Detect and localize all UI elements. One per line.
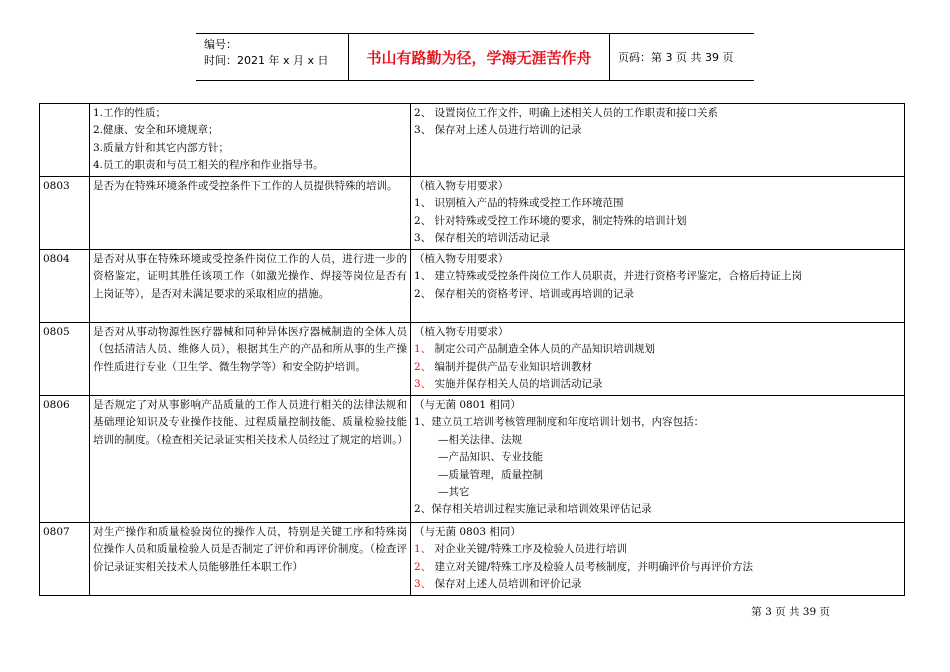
answer-line xyxy=(414,559,901,576)
row-question xyxy=(90,104,411,177)
answer-separator: 、 xyxy=(420,107,432,119)
answer-text: —质量管理，质量控制 xyxy=(438,468,543,481)
answer-text: —其它 xyxy=(438,486,470,499)
answer-separator: 、 xyxy=(420,214,432,227)
row-code: 0803 xyxy=(40,177,90,250)
answer-separator: 、 xyxy=(420,360,432,373)
answer-number: 3 xyxy=(414,232,421,245)
answer-number: 2 xyxy=(414,360,421,373)
table-row xyxy=(40,323,905,396)
question-line: 2.健康、安全和环境规章； xyxy=(93,124,219,137)
page-footer: 第 3 页 共 39 页 xyxy=(751,606,830,618)
answer-text: 实施并保存相关人员的培训活动记录 xyxy=(431,378,603,391)
answer-line xyxy=(414,376,901,393)
page-label: 页码：第 3 页 共 39 页 xyxy=(618,51,734,64)
table-row xyxy=(40,250,905,323)
row-code: 0807 xyxy=(40,523,90,596)
answer-separator: 、 xyxy=(420,416,432,429)
answer-line xyxy=(414,576,901,593)
answer-text: 识别植入产品的特殊或受控工作环境范围 xyxy=(431,197,624,210)
answer-number: 1 xyxy=(414,270,421,283)
question-line: 3.质量方针和其它内部方针； xyxy=(93,141,230,154)
answer-text: （植入物专用要求） xyxy=(414,253,509,265)
motto: 书山有路勤为径，学海无涯苦作舟 xyxy=(348,34,610,80)
answer-line xyxy=(414,541,901,558)
answer-separator: 、 xyxy=(420,578,432,591)
answer-text: 建立特殊或受控条件岗位工作人员职责，并进行资格考评鉴定，合格后持证上岗 xyxy=(431,270,803,283)
answer-text: （与无菌 0803 相同） xyxy=(414,526,521,538)
row-code: 0806 xyxy=(40,396,90,523)
answer-text: 制定公司产品制造全体人员的产品知识培训规划 xyxy=(431,343,656,356)
table-row xyxy=(40,523,905,596)
answer-text: 保存对上述人员进行培训的记录 xyxy=(431,124,582,137)
table-body xyxy=(40,104,905,596)
answer-text: 编制并提供产品专业知识培训教材 xyxy=(431,360,593,373)
answer-number: 3 xyxy=(414,578,421,591)
answer-separator: 、 xyxy=(420,343,432,356)
answer-number: 2 xyxy=(414,287,421,300)
answer-separator: 、 xyxy=(420,124,432,137)
question-line: 1.工作的性质； xyxy=(93,107,167,119)
row-question xyxy=(90,177,411,250)
row-answer xyxy=(411,523,905,596)
answer-separator: 、 xyxy=(420,543,432,556)
answer-text: 对企业关键/特殊工序及检验人员进行培训 xyxy=(431,543,628,556)
question-line: 是否对从事在特殊环境或受控条件岗位工作的人员，进行进一步的资格鉴定，证明其胜任该项工作（如激光操作、焊接等岗位是否有上岗证等），是否对未满足要求的采取相应的措施。 xyxy=(93,253,407,300)
row-question xyxy=(90,523,411,596)
answer-line xyxy=(414,449,901,466)
answer-line xyxy=(414,432,901,449)
answer-separator: 、 xyxy=(420,287,432,300)
answer-text: （植入物专用要求） xyxy=(414,326,509,338)
answer-line xyxy=(414,178,901,195)
answer-separator: 、 xyxy=(420,197,432,210)
answer-text: 保存对上述人员培训和评价记录 xyxy=(431,578,582,591)
answer-text: —相关法律、法规 xyxy=(438,433,522,446)
row-answer xyxy=(411,177,905,250)
answer-line xyxy=(414,501,901,518)
answer-line xyxy=(414,467,901,484)
answer-line xyxy=(414,484,901,501)
answer-text: 建立员工培训考核管理制度和年度培训计划书，内容包括： xyxy=(431,416,705,429)
row-question xyxy=(90,250,411,323)
question-line: 对生产操作和质量检验岗位的操作人员，特别是关键工序和特殊岗位操作人员和质量检验人员是否制定了评价和再评价制度。（检查评价记录证实相关技术人员能够胜任本职工作） xyxy=(93,526,407,573)
question-line: 是否对从事动物源性医疗器械和同种异体医疗器械制造的全体人员（包括清洁人员、维修人员），根据其生产的产品和所从事的生产操作性质进行专业（卫生学、微生物学等）和安全防护培训。 xyxy=(93,326,407,373)
answer-line xyxy=(414,286,901,303)
table-row xyxy=(40,396,905,523)
answer-line xyxy=(414,359,901,376)
requirements-table xyxy=(39,103,905,596)
answer-separator: 、 xyxy=(420,378,432,391)
answer-text: 设置岗位工作文件，明确上述相关人员的工作职责和接口关系 xyxy=(431,107,719,119)
answer-text: —产品知识、专业技能 xyxy=(438,451,543,464)
answer-line xyxy=(414,105,901,122)
header-meta xyxy=(196,34,348,80)
answer-line xyxy=(414,414,901,431)
row-code xyxy=(40,104,90,177)
answer-number: 3 xyxy=(414,124,421,137)
row-code: 0805 xyxy=(40,323,90,396)
row-code: 0804 xyxy=(40,250,90,323)
answer-line xyxy=(414,195,901,212)
answer-number: 1 xyxy=(414,197,421,210)
answer-text: 建立对关键/特殊工序及检验人员考核制度，并明确评价与再评价方法 xyxy=(431,560,754,573)
answer-number: 1 xyxy=(414,416,421,429)
answer-line xyxy=(414,213,901,230)
answer-number: 2 xyxy=(414,503,421,516)
answer-separator: 、 xyxy=(420,270,432,283)
row-answer xyxy=(411,396,905,523)
question-line: 是否规定了对从事影响产品质量的工作人员进行相关的法律法规和基础理论知识及专业操作技能、过程质量控制技能、质量检验技能培训的制度。（检查相关记录证实相关技术人员经过了规定的培训。） xyxy=(93,399,408,446)
answer-separator: 、 xyxy=(420,560,432,573)
table-row xyxy=(40,104,905,177)
page-header xyxy=(196,33,754,81)
answer-text: （与无菌 0801 相同） xyxy=(414,399,521,411)
time-label: 时间：2021 年 x 月 x 日 xyxy=(204,54,329,67)
row-question xyxy=(90,323,411,396)
code-label: 编号： xyxy=(204,38,237,51)
table-row xyxy=(40,177,905,250)
answer-number: 2 xyxy=(414,214,421,227)
answer-line xyxy=(414,122,901,139)
answer-separator: 、 xyxy=(420,232,432,245)
answer-text: （植入物专用要求） xyxy=(414,180,509,192)
answer-line xyxy=(414,268,901,285)
answer-line xyxy=(414,397,901,414)
answer-separator: 、 xyxy=(420,503,432,516)
answer-line xyxy=(414,324,901,341)
question-line: 是否为在特殊环境条件或受控条件下工作的人员提供特殊的培训。 xyxy=(93,180,398,192)
answer-line xyxy=(414,341,901,358)
answer-text: 保存相关的培训活动记录 xyxy=(431,232,551,245)
answer-number: 2 xyxy=(414,107,421,119)
row-answer xyxy=(411,104,905,177)
row-question xyxy=(90,396,411,523)
answer-number: 1 xyxy=(414,343,421,356)
row-answer xyxy=(411,250,905,323)
answer-text: 保存相关培训过程实施记录和培训效果评估记录 xyxy=(431,503,652,516)
answer-number: 1 xyxy=(414,543,421,556)
answer-text: 针对特殊或受控工作环境的要求，制定特殊的培训计划 xyxy=(431,214,687,227)
answer-line xyxy=(414,230,901,247)
answer-line xyxy=(414,251,901,268)
row-answer xyxy=(411,323,905,396)
question-line: 4.员工的职责和与员工相关的程序和作业指导书。 xyxy=(93,159,324,172)
answer-number: 3 xyxy=(414,378,421,391)
answer-line xyxy=(414,524,901,541)
answer-number: 2 xyxy=(414,560,421,573)
answer-text: 保存相关的资格考评、培训或再培训的记录 xyxy=(431,287,635,300)
